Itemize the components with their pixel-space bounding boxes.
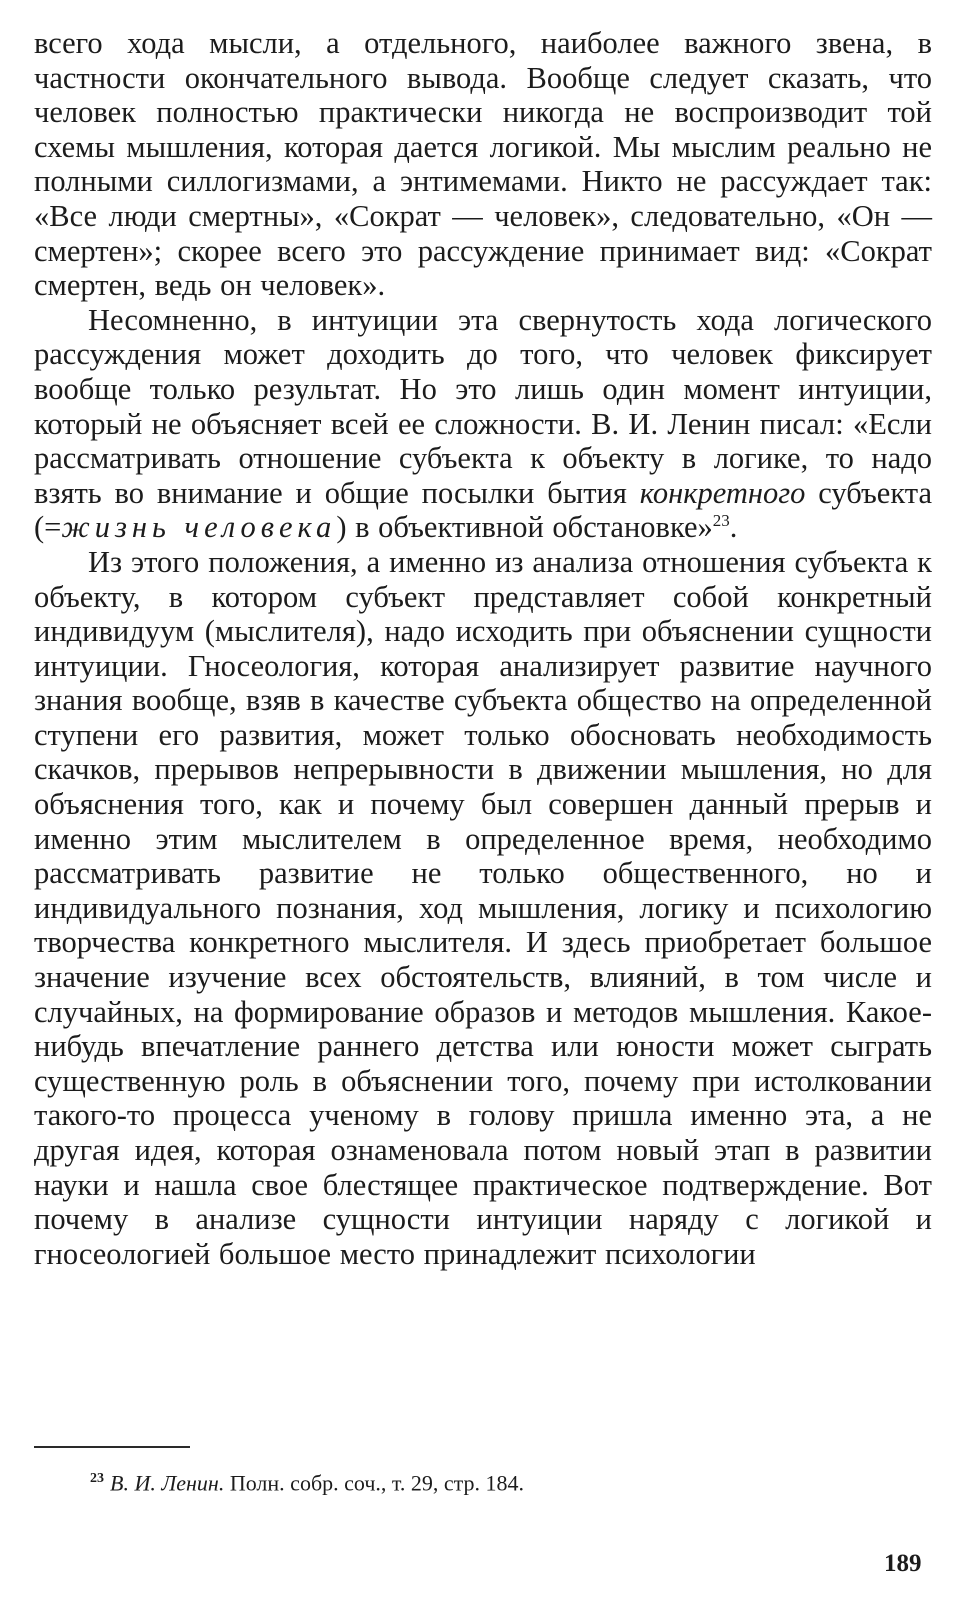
paragraph-2-after: ) в объективной обстановке»: [336, 510, 713, 545]
italic-word-konkretnogo: конкретного: [639, 475, 806, 510]
page-body: [34, 26, 932, 1271]
spaced-italic-phrase: жизнь человека: [61, 510, 337, 545]
paragraph-2: [34, 303, 932, 545]
paragraph-2-middle: субъекта (=: [34, 475, 932, 545]
footnote-divider: [34, 1446, 190, 1448]
page-number: 189: [884, 1550, 922, 1577]
footnote-reference[interactable]: 23: [712, 511, 730, 531]
footnote: [90, 1466, 890, 1496]
paragraph-2-text: Несомненно, в интуиции эта свернутость хода логического рассуждения может доходить до того, что человек фиксирует вообще только результат. Но это лишь один момент интуиции, который не объясняет всей ее сложности. В. И. Ленин писал: «Если рассматривать отношение субъекта к объекту в логике, то надо взять во внимание и общие посылки бытия: [34, 302, 932, 510]
paragraph-2-tail: .: [729, 510, 738, 545]
footnote-author: В. И. Ленин.: [110, 1470, 225, 1496]
paragraph-3: Из этого положения, а именно из анализа отношения субъекта к объекту, в котором субъект представляет собой конкретный индивидуум (мыслителя), надо исходить при объяснении сущности интуиции. Гносеология, которая анализирует развитие научного знания вообще, взяв в качестве субъекта общество на определенной ступени его развития, может только обосновать необходимость скачков, прерывов непрерывности в движении мышления, но для объяснения того, как и почему был совершен данный прерыв и именно этим мыслителем в определенное время, необходимо рассматривать развитие не только общественного, но и индивидуального познания, ход мышления, логику и психологию творчества конкретного мыслителя. И здесь приобретает большое значение изучение всех обстоятельств, влияний, в том числе и случайных, на формирование образов и методов мышления. Какое-нибудь впечатление раннего детства или юности может сыграть существенную роль в объяснении того, почему при истолковании такого-то процесса ученому в голову пришла именно эта, а не другая идея, которая ознаменовала потом новый этап в развитии науки и нашла свое блестящее практическое подтверждение. Вот почему в анализе сущности интуиции наряду с логикой и гносеологией большое место принадлежит психологии: [34, 544, 932, 1271]
footnote-text: Полн. собр. соч., т. 29, стр. 184.: [224, 1470, 525, 1496]
footnote-mark: 23: [90, 1471, 104, 1486]
paragraph-1: всего хода мысли, а отдельного, наиболее важного звена, в частности окончательного вывода. Вообще следует сказать, что человек полностью практически никогда не воспроизводит той схемы мышления, которая дается логикой. Мы мыслим реально не полными силлогизмами, а энтимемами. Никто не рассуждает так: «Все люди смертны», «Сократ — человек», следовательно, «Он — смертен»; скорее всего это рассуждение принимает вид: «Сократ смертен, ведь он человек».: [34, 26, 932, 303]
